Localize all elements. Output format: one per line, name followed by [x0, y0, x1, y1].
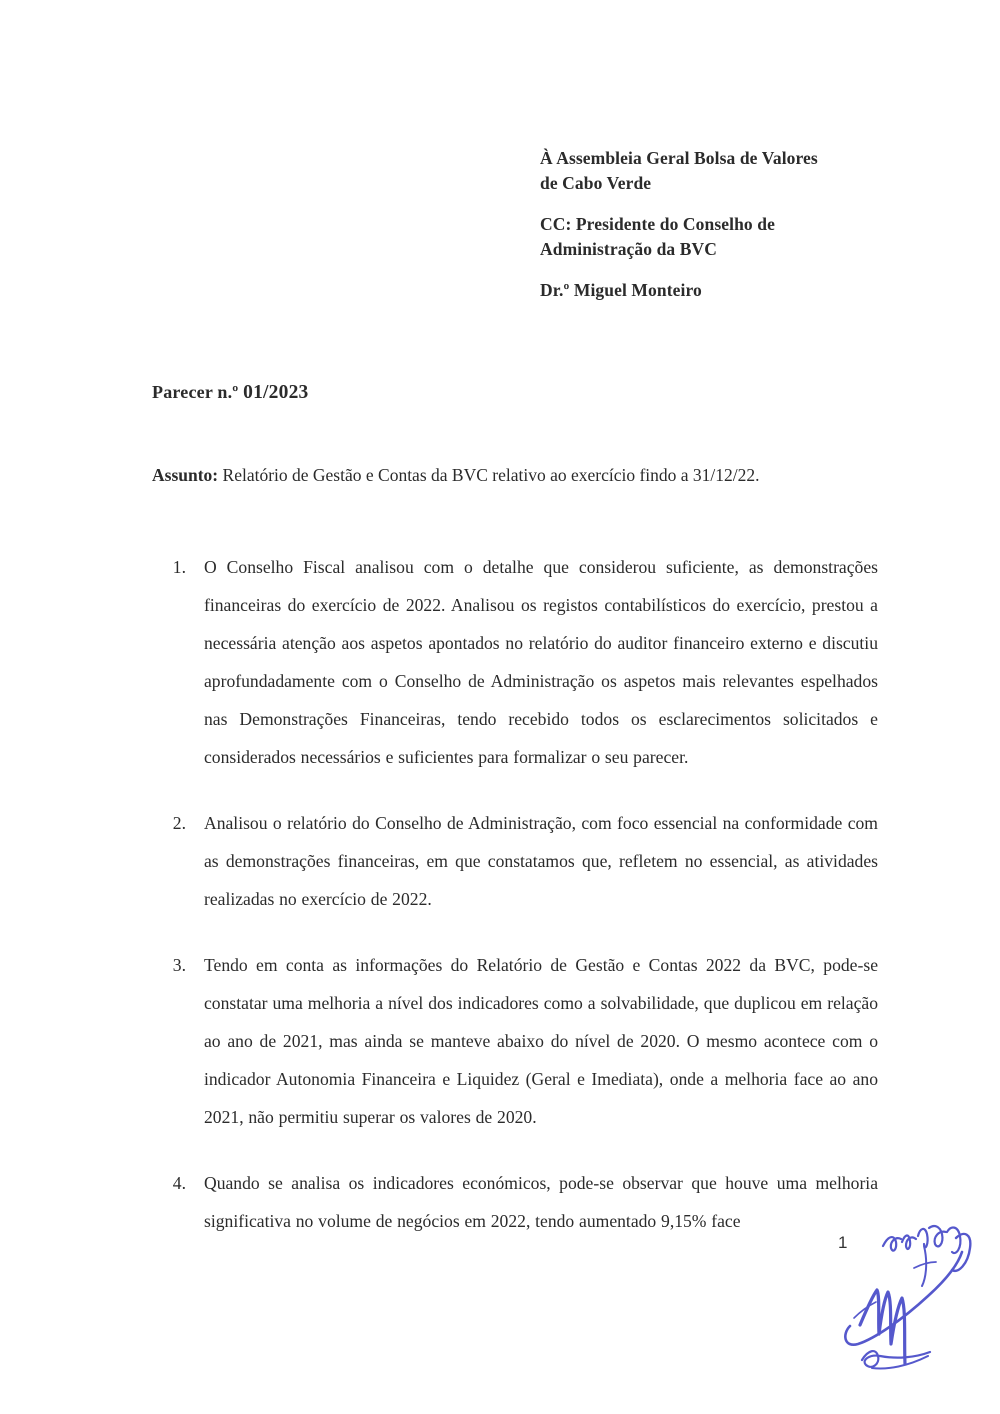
- list-item: [152, 1164, 878, 1240]
- list-item-text: Tendo em conta as informações do Relatório de Gestão e Contas 2022 da BVC, pode-se constatar uma melhoria a nível dos indicadores como a solvabilidade, que duplicou em relação ao ano de 2021, mas ainda se manteve abaixo do nível de 2020. O mesmo acontece com o indicador Autonomia Financeira e Liquidez (Geral e Imediata), onde a melhoria face ao ano 2021, não permitiu superar os valores de 2020.: [204, 955, 878, 1127]
- addressee-block: [540, 146, 870, 303]
- list-item-text: Analisou o relatório do Conselho de Administração, com foco essencial na conformidade com as demonstrações financeiras, em que constatamos que, refletem no essencial, as atividades realizadas no exercício de 2022.: [204, 813, 878, 909]
- page-title-number: 01/2023: [243, 382, 309, 403]
- addressee-group-recipient: [540, 278, 870, 303]
- subject-line: [152, 462, 872, 488]
- page-number: 1: [838, 1233, 848, 1252]
- list-item: [152, 804, 878, 918]
- page-title: [152, 382, 308, 404]
- list-item-marker: 1.: [172, 557, 186, 577]
- signature: [836, 1222, 996, 1397]
- numbered-list: [152, 548, 878, 1240]
- addressee-line: Dr.º Miguel Monteiro: [540, 280, 702, 300]
- addressee-line: CC: Presidente do Conselho de: [540, 214, 775, 234]
- subject-text: Relatório de Gestão e Contas da BVC relativo ao exercício findo a 31/12/22.: [218, 465, 760, 485]
- addressee-line: À Assembleia Geral Bolsa de Valores: [540, 148, 818, 168]
- addressee-group-cc: [540, 212, 870, 262]
- addressee-group-assembly: [540, 146, 870, 196]
- subject-label: Assunto:: [152, 465, 219, 485]
- list-item-text: O Conselho Fiscal analisou com o detalhe que considerou suficiente, as demonstrações financeiras do exercício de 2022. Analisou os registos contabilísticos do exercício, prestou a necessária atenção aos aspetos apontados no relatório do auditor financeiro externo e discutiu aprofundadamente com o Conselho de Administração os aspetos mais relevantes espelhados nas Demonstrações Financeiras, tendo recebido todos os esclarecimentos solicitados e considerados necessários e suficientes para formalizar o seu parecer.: [204, 557, 878, 767]
- list-item: [152, 548, 878, 776]
- addressee-line: de Cabo Verde: [540, 173, 652, 193]
- list-item: [152, 946, 878, 1136]
- list-item-marker: 2.: [172, 813, 186, 833]
- list-item-text: Quando se analisa os indicadores económicos, pode-se observar que houve uma melhoria significativa no volume de negócios em 2022, tendo aumentado 9,15% face: [204, 1173, 878, 1231]
- list-item-marker: 3.: [172, 955, 186, 975]
- addressee-line: Administração da BVC: [540, 239, 718, 259]
- page-title-prefix: Parecer n.º: [152, 382, 244, 402]
- list-item-marker: 4.: [172, 1173, 186, 1193]
